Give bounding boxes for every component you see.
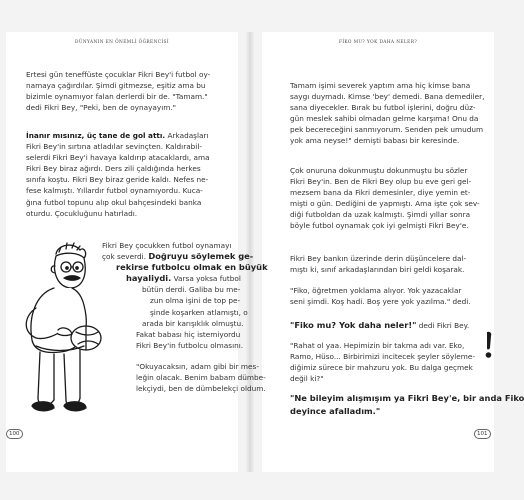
text-line: Fikri Bey çocukken futbol oynamayı [102,241,232,250]
text-line: lekçiydi, ben de dümbelekçi oldum. [136,384,266,394]
handwritten-quote: Doğruyu söylemek ge- [148,251,254,262]
text-line: değil ki?" [290,374,324,384]
right-paragraph-2 [290,165,480,232]
right-paragraph-7 [290,392,524,418]
handwritten-quote: deyince afalladım." [290,406,381,416]
text-line: Fakat babası hiç istemiyordu [136,329,241,339]
left-paragraph-2 [26,130,210,219]
handwritten-quote: hayaliydi. [126,273,172,284]
text-line [126,273,268,284]
text-line: namaya çağırdılar. Şimdi gitmezse, eşitiz ama bu [26,81,206,91]
right-paragraph-3 [290,253,466,275]
exclamation-doodle-icon [482,330,496,360]
text-line: Ramo, Hüso... Birbirimizi incitecek şeyler söyleme- [290,352,476,362]
right-paragraph-6 [290,340,475,384]
text-line: sınıfa koştu. Fikri Bey biraz geride kaldı. Nefes ne- [26,175,209,185]
left-running-header: DÜNYANIN EN ÖNEMLİ ÖĞRENCİSİ [75,40,169,45]
text-line: Fikri Bey biraz ağırdı. Ders zili çaldığında herkes [26,164,201,174]
text-line: diğimiz sürece bir mahzuru yok. Bu dalga geçmek [290,363,473,373]
text-line: sana diyecekler. Bırak bu futbol işlerini, doğru düz- [290,103,476,113]
text-line: arada bir karışıklık olmuştu. [142,318,244,328]
text-line: bizimle oynamıyor falan derlerdi bir de. "Tamam." [26,92,208,102]
text-line [290,320,469,331]
text-line: Ertesi gün teneffüste çocuklar Fikri Bey'i futbol oy- [26,70,211,79]
text-line: dedi Fikri Bey, "Peki, ben de oynayayım." [26,103,176,113]
left-paragraph-4 [136,361,266,394]
handwritten-quote: İnanır mısınız, üç tane de gol attı. [26,131,166,140]
right-running-header: FİKO MU? YOK DAHA NELER? [338,40,418,45]
text-line: şinde koşarken atlamıştı, o [150,307,248,317]
text-line [102,251,268,262]
text-line: leğin olacak. Benim babam dümbe- [136,373,266,383]
text-line: "Okuyacaksın, adam gibi bir mes- [136,362,259,371]
left-page-number: 100 [6,429,23,439]
text-line: "Rahat ol yaa. Hepimizin bir takma adı var. Eko, [290,341,465,350]
text-line: mıştı ki, sınıf arkadaşlarından biri geldi koşarak. [290,265,465,275]
text-line: Çok onuruna dokunmuştu dokunmuştu bu sözler [290,166,468,175]
fikri-bey-illustration [14,240,114,418]
text-line: mezsem bana da Fikri demesinler, diye yemin et- [290,188,471,198]
text-line: böyle futbol oynamak çok iyi gelmişti Fikri Bey'e. [290,221,469,231]
right-page-number: 101 [474,429,491,439]
text-line: Fikri Bey'in futbolcu olmasını. [136,340,244,350]
text-line: bütün derdi. Galiba bu me- [142,285,241,295]
handwritten-quote: rekirse futbolcu olmak en büyük [116,262,268,273]
text-line [26,130,210,141]
text-line: diği futboldan da uzak kalmıştı. Şimdi yıllar sonra [290,210,471,220]
text-line: Tamam işimi severek yaptım ama hiç kimse bana [290,81,471,90]
text-line: fese kalmıştı. Yıllardır futbol oynamıyordu. Kuca- [26,186,203,196]
text-line: yok ama neyse!" demişti babası bir keresinde. [290,136,460,146]
text-line: selerdi Fikri Bey'i havaya kaldırıp atacaklardı, ama [26,153,210,163]
text-line: zun olma işini de top pe- [150,296,241,306]
text-line: Fikri Bey'in sırtına atladılar sevinçten. Kaldırabil- [26,142,202,152]
text-line: seni şimdi. Koş hadi. Boş yere yok yazılma." dedi. [290,297,471,307]
text-line: gün meslek sahibi olmadan gelme karşıma! Onu da [290,114,479,124]
text-fragment: Arkadaşları [165,131,209,140]
text-fragment: çok severdi. [102,252,146,262]
text-line: pek becereceğini sanmıyorum. Senden pek umudum [290,125,484,135]
text-fragment: dedi Fikri Bey. [416,321,470,330]
handwritten-quote: "Fiko mu? Yok daha neler!" [290,320,417,330]
right-paragraph-5 [290,320,469,331]
handwritten-quote: "Ne bileyim alışmışım ya Fikri Bey'e, bir anda Fiko [290,393,524,403]
text-line: oturdu. Çocukluğunu hatırladı. [26,208,138,218]
text-line: Fikri Bey'in. Ben de Fikri Bey olup bu eve geri gel- [290,177,472,187]
right-paragraph-1 [290,80,484,147]
text-line: mişti o gün. Dediğini de yapmıştı. Ama işte çok sev- [290,199,480,209]
right-paragraph-4 [290,285,471,307]
left-paragraph-1 [26,69,210,113]
text-line: "Fiko, öğretmen yoklama alıyor. Yok yazacaklar [290,286,462,295]
text-line: Fikri Bey bankın üzerinde derin düşüncelere dal- [290,254,467,263]
text-fragment: Varsa yoksa futbol [171,274,241,284]
text-line: saygı duymadı. Kimse 'bey' demedi. Bana demediler, [290,92,485,102]
text-line: ğına futbol topunu alıp okul bahçesindeki banka [26,197,202,207]
left-paragraph-3 [102,240,268,351]
